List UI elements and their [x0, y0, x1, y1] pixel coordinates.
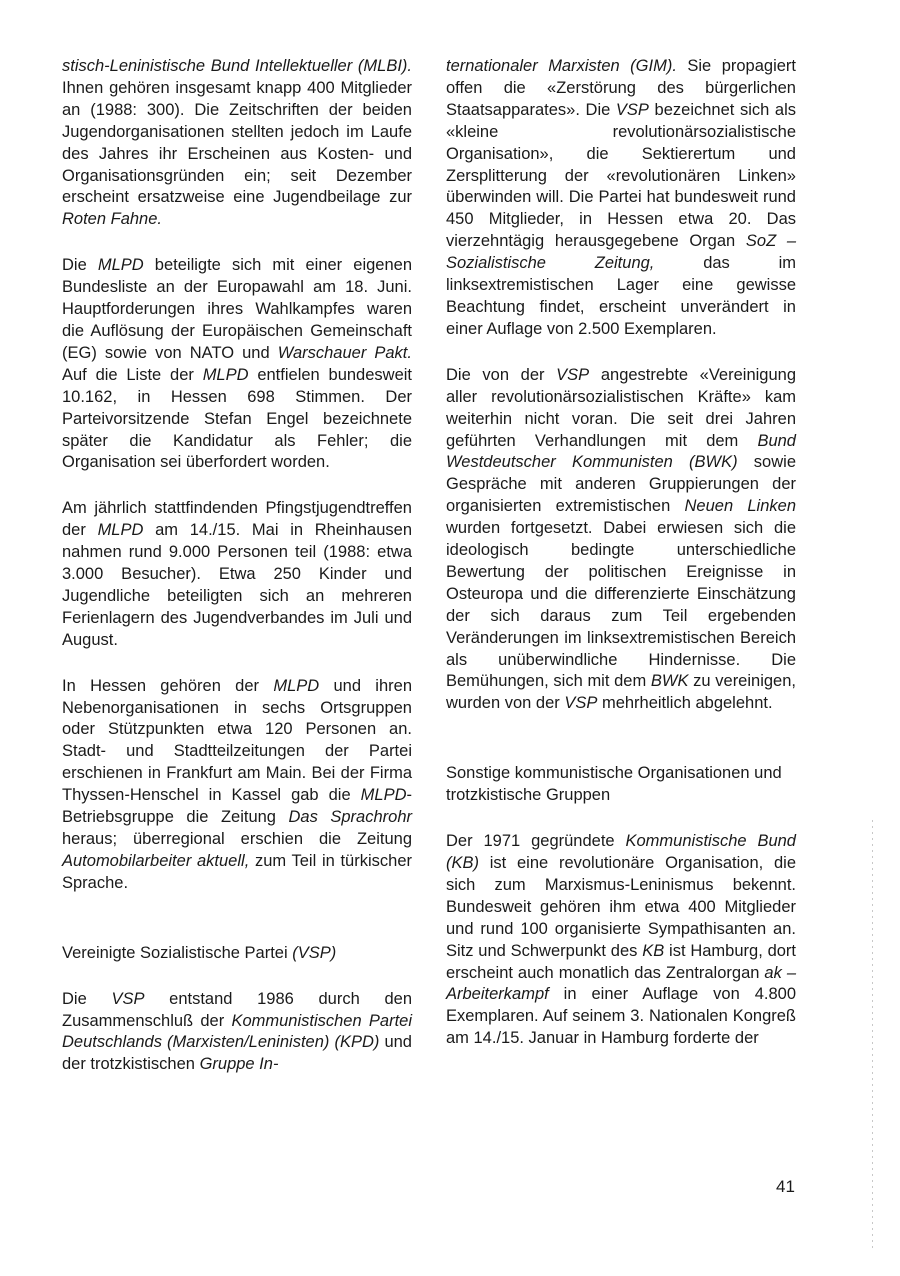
- paragraph: [62, 56, 412, 231]
- text-run: und ihren Nebenorganisationen in sechs Ortsgruppen oder Stützpunkten etwa 120 Personen an. Stadt- und Stadtteilzeitungen der Partei erschienen in Frankfurt am Main. Bei der Firma Thyssen-Henschel in Kassel gab die: [62, 676, 412, 805]
- text-run: Die: [62, 989, 112, 1008]
- text-run: Sonstige kommunistische Organisationen und trotzkistische Gruppen: [446, 764, 782, 805]
- paragraph: [446, 365, 796, 716]
- text-run: zu vereinigen, wurden von der: [446, 672, 796, 713]
- italic-run: Gruppe In-: [199, 1055, 279, 1074]
- italic-run: Neuen Linken: [684, 497, 797, 516]
- text-run: bezeichnet sich als «kleine revolutionärsozialistische Organisation», die Sektierertum und Zersplitterung der «revolutionären Linken» überwinden will. Die Partei hat bundesweit rund 450 Mitglieder, in Hessen etwa 20. Das vierzehntägig herausgegebene Organ: [446, 100, 796, 251]
- paragraph: [446, 56, 796, 341]
- italic-run: stisch-Leninistische Bund Intellektueller (MLBI).: [62, 57, 412, 75]
- text-run: sowie Gespräche mit anderen Gruppierungen der organisierten extremistischen: [446, 453, 796, 516]
- italic-run: Kommunistische Bund (KB): [446, 832, 796, 872]
- text-run: und der trotzkistischen: [62, 1033, 412, 1074]
- italic-run: SoZ – Sozialistische Zeitung,: [446, 232, 796, 273]
- italic-run: MLPD: [273, 676, 320, 695]
- italic-run: KB: [642, 941, 665, 960]
- paragraph: [446, 831, 796, 1050]
- page-number: 41: [776, 1177, 795, 1196]
- italic-run: MLPD: [360, 786, 407, 805]
- text-run: Am jährlich stattfindenden Pfingstjugendtreffen der: [62, 499, 412, 540]
- scan-margin-artifact: [872, 820, 873, 1250]
- text-run: zum Teil in türkischer Sprache.: [62, 851, 412, 892]
- text-run: am 14./15. Mai in Rheinhausen nahmen rund 9.000 Personen teil (1988: etwa 3.000 Besucher). Etwa 250 Kinder und Jugendliche beteiligten sich an mehreren Ferienlagern des Jugendverbandes im Juli und August.: [62, 521, 412, 649]
- text-run: in einer Auflage von 4.800 Exemplaren. Auf seinem 3. Nationalen Kongreß am 14./15. Januar in Hamburg forderte der: [446, 985, 796, 1048]
- text-run: das im linksextremistischen Lager eine gewisse Beachtung findet, erscheint unverändert in einer Auflage von 2.500 Exemplaren.: [446, 254, 796, 338]
- text-run: Die: [62, 256, 98, 275]
- italic-run: ak – Arbeiterkampf: [446, 963, 796, 1004]
- text-run: ist Hamburg, dort erscheint auch monatlich das Zentralorgan: [446, 941, 797, 982]
- text-run: ist eine revolutionäre Organisation, die sich zum Marxismus-Leninismus bekennt. Bundesweit gehören ihm etwa 400 Mitglieder und rund 100 organisierte Sympathisanten an. Sitz und Schwerpunkt des: [446, 854, 796, 960]
- italic-run: VSP: [111, 989, 145, 1008]
- right-column: [446, 56, 796, 1074]
- paragraph: [62, 255, 412, 474]
- text-run: Sie propagiert offen die «Zerstörung des bürgerlichen Staatsapparates». Die: [446, 57, 796, 119]
- italic-run: ternationaler Marxisten (GIM).: [446, 57, 677, 75]
- italic-run: MLPD: [97, 521, 144, 540]
- paragraph: [62, 498, 412, 651]
- text-run: Vereinigte Sozialistische Partei: [62, 943, 293, 962]
- italic-run: Bund Westdeutscher Kommunisten (BWK): [446, 431, 796, 472]
- paragraph: [62, 676, 412, 895]
- italic-run: Das Sprachrohr: [288, 808, 412, 827]
- text-run: entstand 1986 durch den Zusammenschluß der: [62, 989, 412, 1030]
- italic-run: Roten Fahne.: [62, 210, 162, 229]
- text-run: Die von der: [446, 365, 557, 384]
- text-run: beteiligte sich mit einer eigenen Bundesliste an der Europawahl am 18. Juni. Hauptforderungen ihres Wahlkampfes waren die Auflösung der Europäischen Gemeinschaft (EG) sowie von NATO und: [62, 256, 412, 362]
- italic-run: VSP: [564, 694, 598, 713]
- text-run: In Hessen gehören der: [62, 676, 274, 695]
- text-run: heraus; überregional erschien die Zeitung: [62, 830, 412, 848]
- text-run: Der 1971 gegründete: [446, 832, 626, 851]
- italic-run: Kommunistischen Partei Deutschlands (Marxisten/Leninisten) (KPD): [62, 1011, 412, 1052]
- italic-run: (VSP): [292, 943, 337, 962]
- italic-run: BWK: [650, 672, 689, 691]
- text-run: Auf die Liste der: [62, 365, 203, 384]
- italic-run: VSP: [556, 365, 590, 384]
- section-heading: [446, 763, 796, 807]
- italic-run: VSP: [615, 100, 649, 119]
- text-run: angestrebte «Vereinigung aller revolutionärsozialistischen Kräfte» kam weiterhin nicht voran. Die seit drei Jahren geführten Verhandlungen mit dem: [446, 365, 796, 450]
- text-run: Ihnen gehören insgesamt knapp 400 Mitglieder an (1988: 300). Die Zeitschriften der beiden Jugendorganisationen stellten jedoch im Laufe des Jahres ihr Erscheinen aus Kosten- und Organisationsgründen ein; seit Dezember erscheint ersatzweise eine Jugendbeilage zur: [62, 78, 412, 207]
- text-run: entfielen bundesweit 10.162, in Hessen 698 Stimmen. Der Parteivorsitzende Stefan Engel bezeichnete später die Kandidatur als Fehler; die Organisation sei überfordert worden.: [62, 365, 412, 472]
- italic-run: MLPD: [202, 365, 249, 384]
- section-heading: [62, 943, 412, 965]
- text-run: mehrheitlich abgelehnt.: [597, 694, 773, 713]
- italic-run: Automobilarbeiter aktuell,: [62, 851, 250, 870]
- text-run: wurden fortgesetzt. Dabei erwiesen sich die ideologisch bedingte unterschiedliche Bewertung der politischen Ereignisse in Osteuropa und die differenzierte Einschätzung der sich daraus zum Teil ergebenden Veränderungen im linksextremistischen Bereich als unüberwindliche Hindernisse. Die Bemühungen, sich mit dem: [446, 519, 796, 691]
- italic-run: Warschauer Pakt.: [277, 343, 412, 362]
- paragraph: [62, 989, 412, 1077]
- italic-run: MLPD: [97, 256, 144, 275]
- left-column: [62, 56, 412, 1100]
- text-run: -Betriebsgruppe die Zeitung: [62, 786, 412, 827]
